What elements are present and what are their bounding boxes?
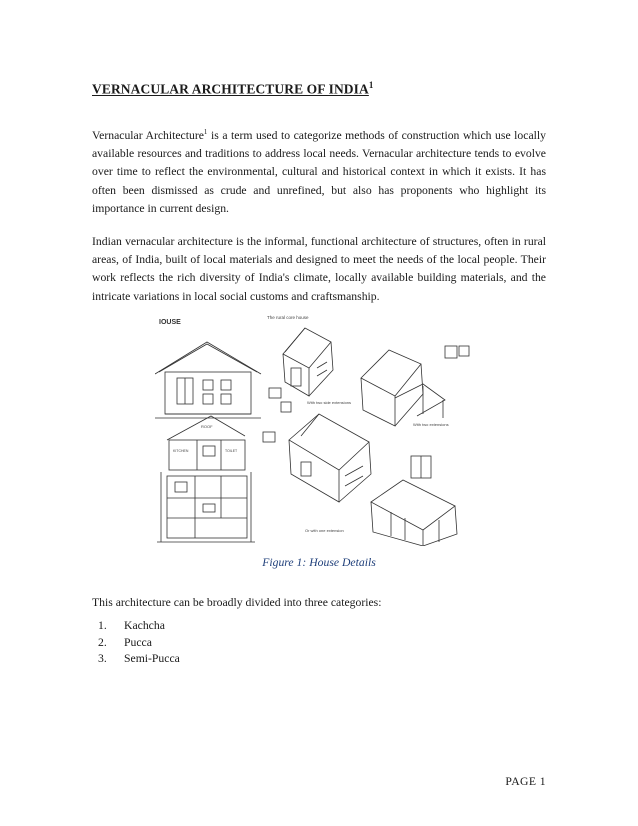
title-footnote: 1	[368, 80, 374, 90]
house-sketch-drawing	[155, 306, 477, 546]
mini-plan-1	[269, 388, 281, 398]
title-text: VERNACULAR ARCHITECTURE OF INDIA	[92, 81, 369, 97]
extended-house-sketch	[305, 480, 457, 546]
sketch-tag-toilet: TOILET	[225, 449, 238, 453]
sketch-label-one: Or with one extension	[305, 528, 344, 533]
paragraph-indian-vernacular: Indian vernacular architecture is the informal, functional architecture of structures, often in rural areas, of India, built of local materials and designed to meet the needs of the local people. Their work reflects the rich diversity of India's climate, locally available building materials, and the intricate variations in local social customs and craftsmanship.	[92, 235, 546, 303]
list-item	[92, 618, 180, 635]
list-item-number: 1.	[98, 619, 107, 632]
categories-intro: This architecture can be broadly divided into three categories:	[92, 596, 382, 609]
definition-lead: Vernacular Architecture	[92, 129, 204, 142]
elevation-sketch	[155, 342, 261, 418]
sketch-label-rural: The rural core house	[267, 315, 309, 320]
list-item-label: Semi-Pucca	[124, 652, 180, 665]
definition-text: is a term used to categorize methods of construction which use locally available resources and traditions to address local needs. Vernacular architecture tends to evolve over time to reflect the environmental, cultural and historical context in which it exists. It has often been dismissed as crude and unrefined, but also has proponents who highlight its importance in current design.	[92, 129, 546, 215]
gable-house-sketch	[289, 414, 431, 502]
page-title	[92, 80, 373, 98]
list-item-label: Pucca	[124, 635, 152, 649]
list-item	[92, 635, 180, 652]
plan-sketch	[157, 472, 255, 542]
sketch-tag-kitchen: KITCHEN	[173, 449, 189, 453]
house-details-figure	[155, 306, 477, 546]
list-item-label: Kachcha	[124, 619, 165, 632]
mini-plan-2	[281, 402, 291, 412]
list-item-number: 2.	[98, 635, 107, 649]
page-number: PAGE 1	[505, 775, 546, 788]
core-house-sketch	[283, 328, 351, 405]
mini-plan-3	[263, 432, 275, 442]
footnote-marker: 1	[203, 128, 208, 137]
paragraph-definition	[92, 127, 546, 218]
categories-list	[92, 618, 180, 668]
extension-house-sketch	[361, 346, 469, 427]
list-item	[92, 651, 180, 668]
figure-caption: Figure 1: House Details	[262, 556, 376, 569]
sketch-tag-roof: ROOF	[201, 424, 213, 429]
sketch-label-side: With two side extensions	[307, 400, 352, 405]
list-item-number: 3.	[98, 652, 107, 665]
section-sketch	[167, 416, 245, 470]
sketch-label-two: With two extensions	[413, 422, 449, 427]
sketch-label-house: IOUSE	[159, 319, 181, 326]
